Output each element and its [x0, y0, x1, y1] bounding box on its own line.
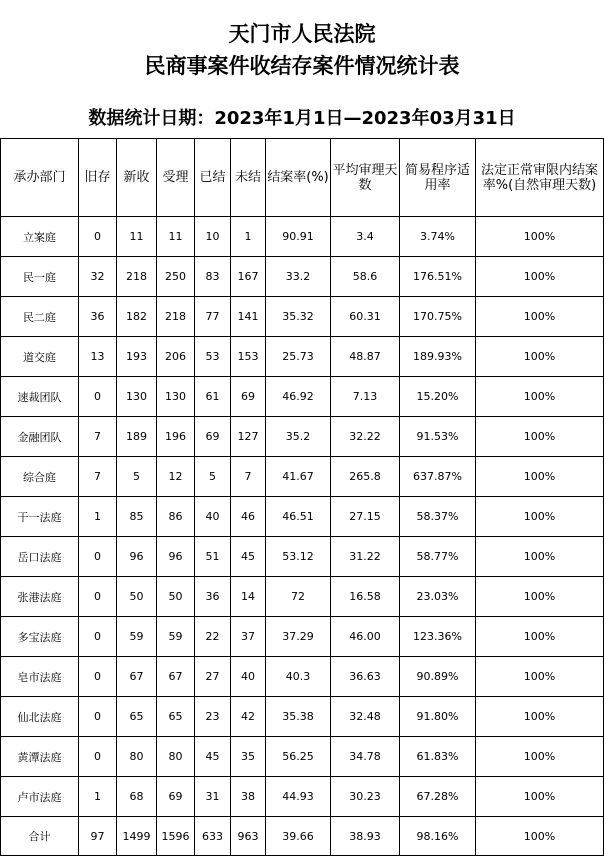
cell-dept: 综合庭	[1, 457, 79, 497]
cell-dept: 道交庭	[1, 337, 79, 377]
header-new: 新收	[117, 139, 157, 217]
header-closed: 已结	[195, 139, 231, 217]
cell-legal-rate: 100%	[476, 537, 604, 577]
cell-dept: 卢市法庭	[1, 777, 79, 817]
cell-old: 0	[79, 537, 117, 577]
total-cell-closed: 633	[195, 817, 231, 856]
cell-avg-days: 34.78	[331, 737, 400, 777]
header-dept: 承办部门	[1, 139, 79, 217]
cell-unclosed: 127	[231, 417, 266, 457]
cell-accepted: 65	[157, 697, 195, 737]
cell-simple-rate: 176.51%	[400, 257, 476, 297]
cell-old: 0	[79, 577, 117, 617]
cell-accepted: 11	[157, 217, 195, 257]
cell-simple-rate: 90.89%	[400, 657, 476, 697]
cell-simple-rate: 58.37%	[400, 497, 476, 537]
cell-close-rate: 56.25	[266, 737, 331, 777]
cell-dept: 皂市法庭	[1, 657, 79, 697]
table-row	[1, 697, 604, 737]
table-row	[1, 657, 604, 697]
cell-unclosed: 37	[231, 617, 266, 657]
cell-old: 0	[79, 377, 117, 417]
cell-old: 0	[79, 657, 117, 697]
cell-simple-rate: 189.93%	[400, 337, 476, 377]
cell-closed: 23	[195, 697, 231, 737]
cell-unclosed: 14	[231, 577, 266, 617]
cell-dept: 金融团队	[1, 417, 79, 457]
table-row	[1, 377, 604, 417]
cell-old: 13	[79, 337, 117, 377]
cell-simple-rate: 91.80%	[400, 697, 476, 737]
cell-avg-days: 60.31	[331, 297, 400, 337]
cell-legal-rate: 100%	[476, 337, 604, 377]
cell-accepted: 86	[157, 497, 195, 537]
total-cell-simple-rate: 98.16%	[400, 817, 476, 856]
cell-dept: 干一法庭	[1, 497, 79, 537]
header-simple-rate: 简易程序适用率	[400, 139, 476, 217]
cell-new: 67	[117, 657, 157, 697]
cell-closed: 53	[195, 337, 231, 377]
cell-legal-rate: 100%	[476, 217, 604, 257]
cell-dept: 立案庭	[1, 217, 79, 257]
cell-avg-days: 16.58	[331, 577, 400, 617]
cell-dept: 民一庭	[1, 257, 79, 297]
total-cell-new: 1499	[117, 817, 157, 856]
cell-simple-rate: 123.36%	[400, 617, 476, 657]
cell-unclosed: 38	[231, 777, 266, 817]
cell-close-rate: 46.92	[266, 377, 331, 417]
cell-avg-days: 265.8	[331, 457, 400, 497]
cell-accepted: 50	[157, 577, 195, 617]
cell-simple-rate: 67.28%	[400, 777, 476, 817]
cell-accepted: 69	[157, 777, 195, 817]
cell-new: 96	[117, 537, 157, 577]
cell-new: 85	[117, 497, 157, 537]
header-avg-days: 平均审理天数	[331, 139, 400, 217]
cell-new: 59	[117, 617, 157, 657]
cell-dept: 黄潭法庭	[1, 737, 79, 777]
cell-closed: 5	[195, 457, 231, 497]
cell-legal-rate: 100%	[476, 737, 604, 777]
total-cell-old: 97	[79, 817, 117, 856]
cell-simple-rate: 170.75%	[400, 297, 476, 337]
cell-avg-days: 30.23	[331, 777, 400, 817]
cell-unclosed: 7	[231, 457, 266, 497]
cell-close-rate: 35.32	[266, 297, 331, 337]
statistics-date: 数据统计日期：2023年1月1日—2023年03月31日	[88, 108, 516, 129]
cell-new: 68	[117, 777, 157, 817]
cell-closed: 22	[195, 617, 231, 657]
cell-accepted: 250	[157, 257, 195, 297]
cell-old: 0	[79, 617, 117, 657]
total-cell-legal-rate: 100%	[476, 817, 604, 856]
cell-legal-rate: 100%	[476, 297, 604, 337]
total-cell-unclosed: 963	[231, 817, 266, 856]
cell-unclosed: 35	[231, 737, 266, 777]
header-legal-rate: 法定正常审限内结案率%(自然审理天数)	[476, 139, 604, 217]
cell-simple-rate: 91.53%	[400, 417, 476, 457]
statistics-table	[0, 138, 604, 856]
header-accepted: 受理	[157, 139, 195, 217]
cell-accepted: 67	[157, 657, 195, 697]
header-unclosed: 未结	[231, 139, 266, 217]
table-row	[1, 457, 604, 497]
cell-avg-days: 32.22	[331, 417, 400, 457]
table-row	[1, 217, 604, 257]
cell-closed: 77	[195, 297, 231, 337]
cell-old: 0	[79, 217, 117, 257]
total-cell-accepted: 1596	[157, 817, 195, 856]
cell-old: 0	[79, 697, 117, 737]
table-row	[1, 497, 604, 537]
cell-simple-rate: 637.87%	[400, 457, 476, 497]
cell-close-rate: 53.12	[266, 537, 331, 577]
cell-unclosed: 1	[231, 217, 266, 257]
cell-new: 189	[117, 417, 157, 457]
total-cell-avg-days: 38.93	[331, 817, 400, 856]
cell-unclosed: 40	[231, 657, 266, 697]
cell-close-rate: 35.38	[266, 697, 331, 737]
cell-old: 0	[79, 737, 117, 777]
cell-accepted: 59	[157, 617, 195, 657]
cell-unclosed: 42	[231, 697, 266, 737]
cell-avg-days: 27.15	[331, 497, 400, 537]
cell-unclosed: 46	[231, 497, 266, 537]
cell-close-rate: 40.3	[266, 657, 331, 697]
cell-old: 7	[79, 417, 117, 457]
table-row	[1, 737, 604, 777]
cell-close-rate: 90.91	[266, 217, 331, 257]
cell-accepted: 12	[157, 457, 195, 497]
total-row	[1, 817, 604, 856]
cell-unclosed: 153	[231, 337, 266, 377]
cell-legal-rate: 100%	[476, 577, 604, 617]
cell-closed: 40	[195, 497, 231, 537]
report-title	[0, 0, 604, 96]
cell-avg-days: 48.87	[331, 337, 400, 377]
cell-unclosed: 45	[231, 537, 266, 577]
total-cell-close-rate: 39.66	[266, 817, 331, 856]
cell-old: 1	[79, 777, 117, 817]
cell-close-rate: 35.2	[266, 417, 331, 457]
cell-simple-rate: 58.77%	[400, 537, 476, 577]
cell-new: 182	[117, 297, 157, 337]
cell-close-rate: 37.29	[266, 617, 331, 657]
cell-new: 193	[117, 337, 157, 377]
cell-avg-days: 58.6	[331, 257, 400, 297]
table-header-row	[1, 139, 604, 217]
cell-close-rate: 25.73	[266, 337, 331, 377]
cell-unclosed: 167	[231, 257, 266, 297]
cell-legal-rate: 100%	[476, 457, 604, 497]
cell-legal-rate: 100%	[476, 617, 604, 657]
header-old: 旧存	[79, 139, 117, 217]
cell-old: 7	[79, 457, 117, 497]
cell-legal-rate: 100%	[476, 257, 604, 297]
table-row	[1, 577, 604, 617]
cell-close-rate: 46.51	[266, 497, 331, 537]
cell-new: 218	[117, 257, 157, 297]
cell-simple-rate: 61.83%	[400, 737, 476, 777]
cell-dept: 岳口法庭	[1, 537, 79, 577]
cell-new: 50	[117, 577, 157, 617]
cell-unclosed: 141	[231, 297, 266, 337]
cell-avg-days: 31.22	[331, 537, 400, 577]
cell-unclosed: 69	[231, 377, 266, 417]
cell-old: 36	[79, 297, 117, 337]
cell-legal-rate: 100%	[476, 417, 604, 457]
cell-new: 80	[117, 737, 157, 777]
cell-accepted: 96	[157, 537, 195, 577]
table-row	[1, 297, 604, 337]
cell-avg-days: 3.4	[331, 217, 400, 257]
cell-simple-rate: 3.74%	[400, 217, 476, 257]
cell-accepted: 206	[157, 337, 195, 377]
cell-simple-rate: 15.20%	[400, 377, 476, 417]
cell-close-rate: 44.93	[266, 777, 331, 817]
cell-closed: 83	[195, 257, 231, 297]
cell-avg-days: 7.13	[331, 377, 400, 417]
cell-closed: 69	[195, 417, 231, 457]
table-row	[1, 537, 604, 577]
report-name: 民商事案件收结存案件情况统计表	[144, 53, 460, 78]
cell-new: 5	[117, 457, 157, 497]
cell-dept: 民二庭	[1, 297, 79, 337]
cell-old: 1	[79, 497, 117, 537]
table-row	[1, 777, 604, 817]
cell-legal-rate: 100%	[476, 657, 604, 697]
cell-closed: 51	[195, 537, 231, 577]
cell-legal-rate: 100%	[476, 377, 604, 417]
total-cell-dept: 合计	[1, 817, 79, 856]
cell-new: 65	[117, 697, 157, 737]
table-row	[1, 617, 604, 657]
table-row	[1, 337, 604, 377]
cell-close-rate: 41.67	[266, 457, 331, 497]
cell-closed: 61	[195, 377, 231, 417]
header-close-rate: 结案率(%)	[266, 139, 331, 217]
cell-accepted: 196	[157, 417, 195, 457]
cell-legal-rate: 100%	[476, 777, 604, 817]
cell-simple-rate: 23.03%	[400, 577, 476, 617]
cell-legal-rate: 100%	[476, 497, 604, 537]
table-row	[1, 257, 604, 297]
cell-closed: 36	[195, 577, 231, 617]
cell-close-rate: 72	[266, 577, 331, 617]
cell-closed: 31	[195, 777, 231, 817]
cell-closed: 27	[195, 657, 231, 697]
cell-dept: 速裁团队	[1, 377, 79, 417]
cell-new: 11	[117, 217, 157, 257]
cell-accepted: 130	[157, 377, 195, 417]
cell-dept: 多宝法庭	[1, 617, 79, 657]
cell-avg-days: 36.63	[331, 657, 400, 697]
cell-dept: 张港法庭	[1, 577, 79, 617]
cell-avg-days: 32.48	[331, 697, 400, 737]
cell-old: 32	[79, 257, 117, 297]
cell-accepted: 218	[157, 297, 195, 337]
cell-avg-days: 46.00	[331, 617, 400, 657]
cell-new: 130	[117, 377, 157, 417]
cell-accepted: 80	[157, 737, 195, 777]
cell-closed: 45	[195, 737, 231, 777]
cell-dept: 仙北法庭	[1, 697, 79, 737]
table-row	[1, 417, 604, 457]
court-name: 天门市人民法院	[228, 21, 376, 46]
cell-closed: 10	[195, 217, 231, 257]
cell-close-rate: 33.2	[266, 257, 331, 297]
cell-legal-rate: 100%	[476, 697, 604, 737]
